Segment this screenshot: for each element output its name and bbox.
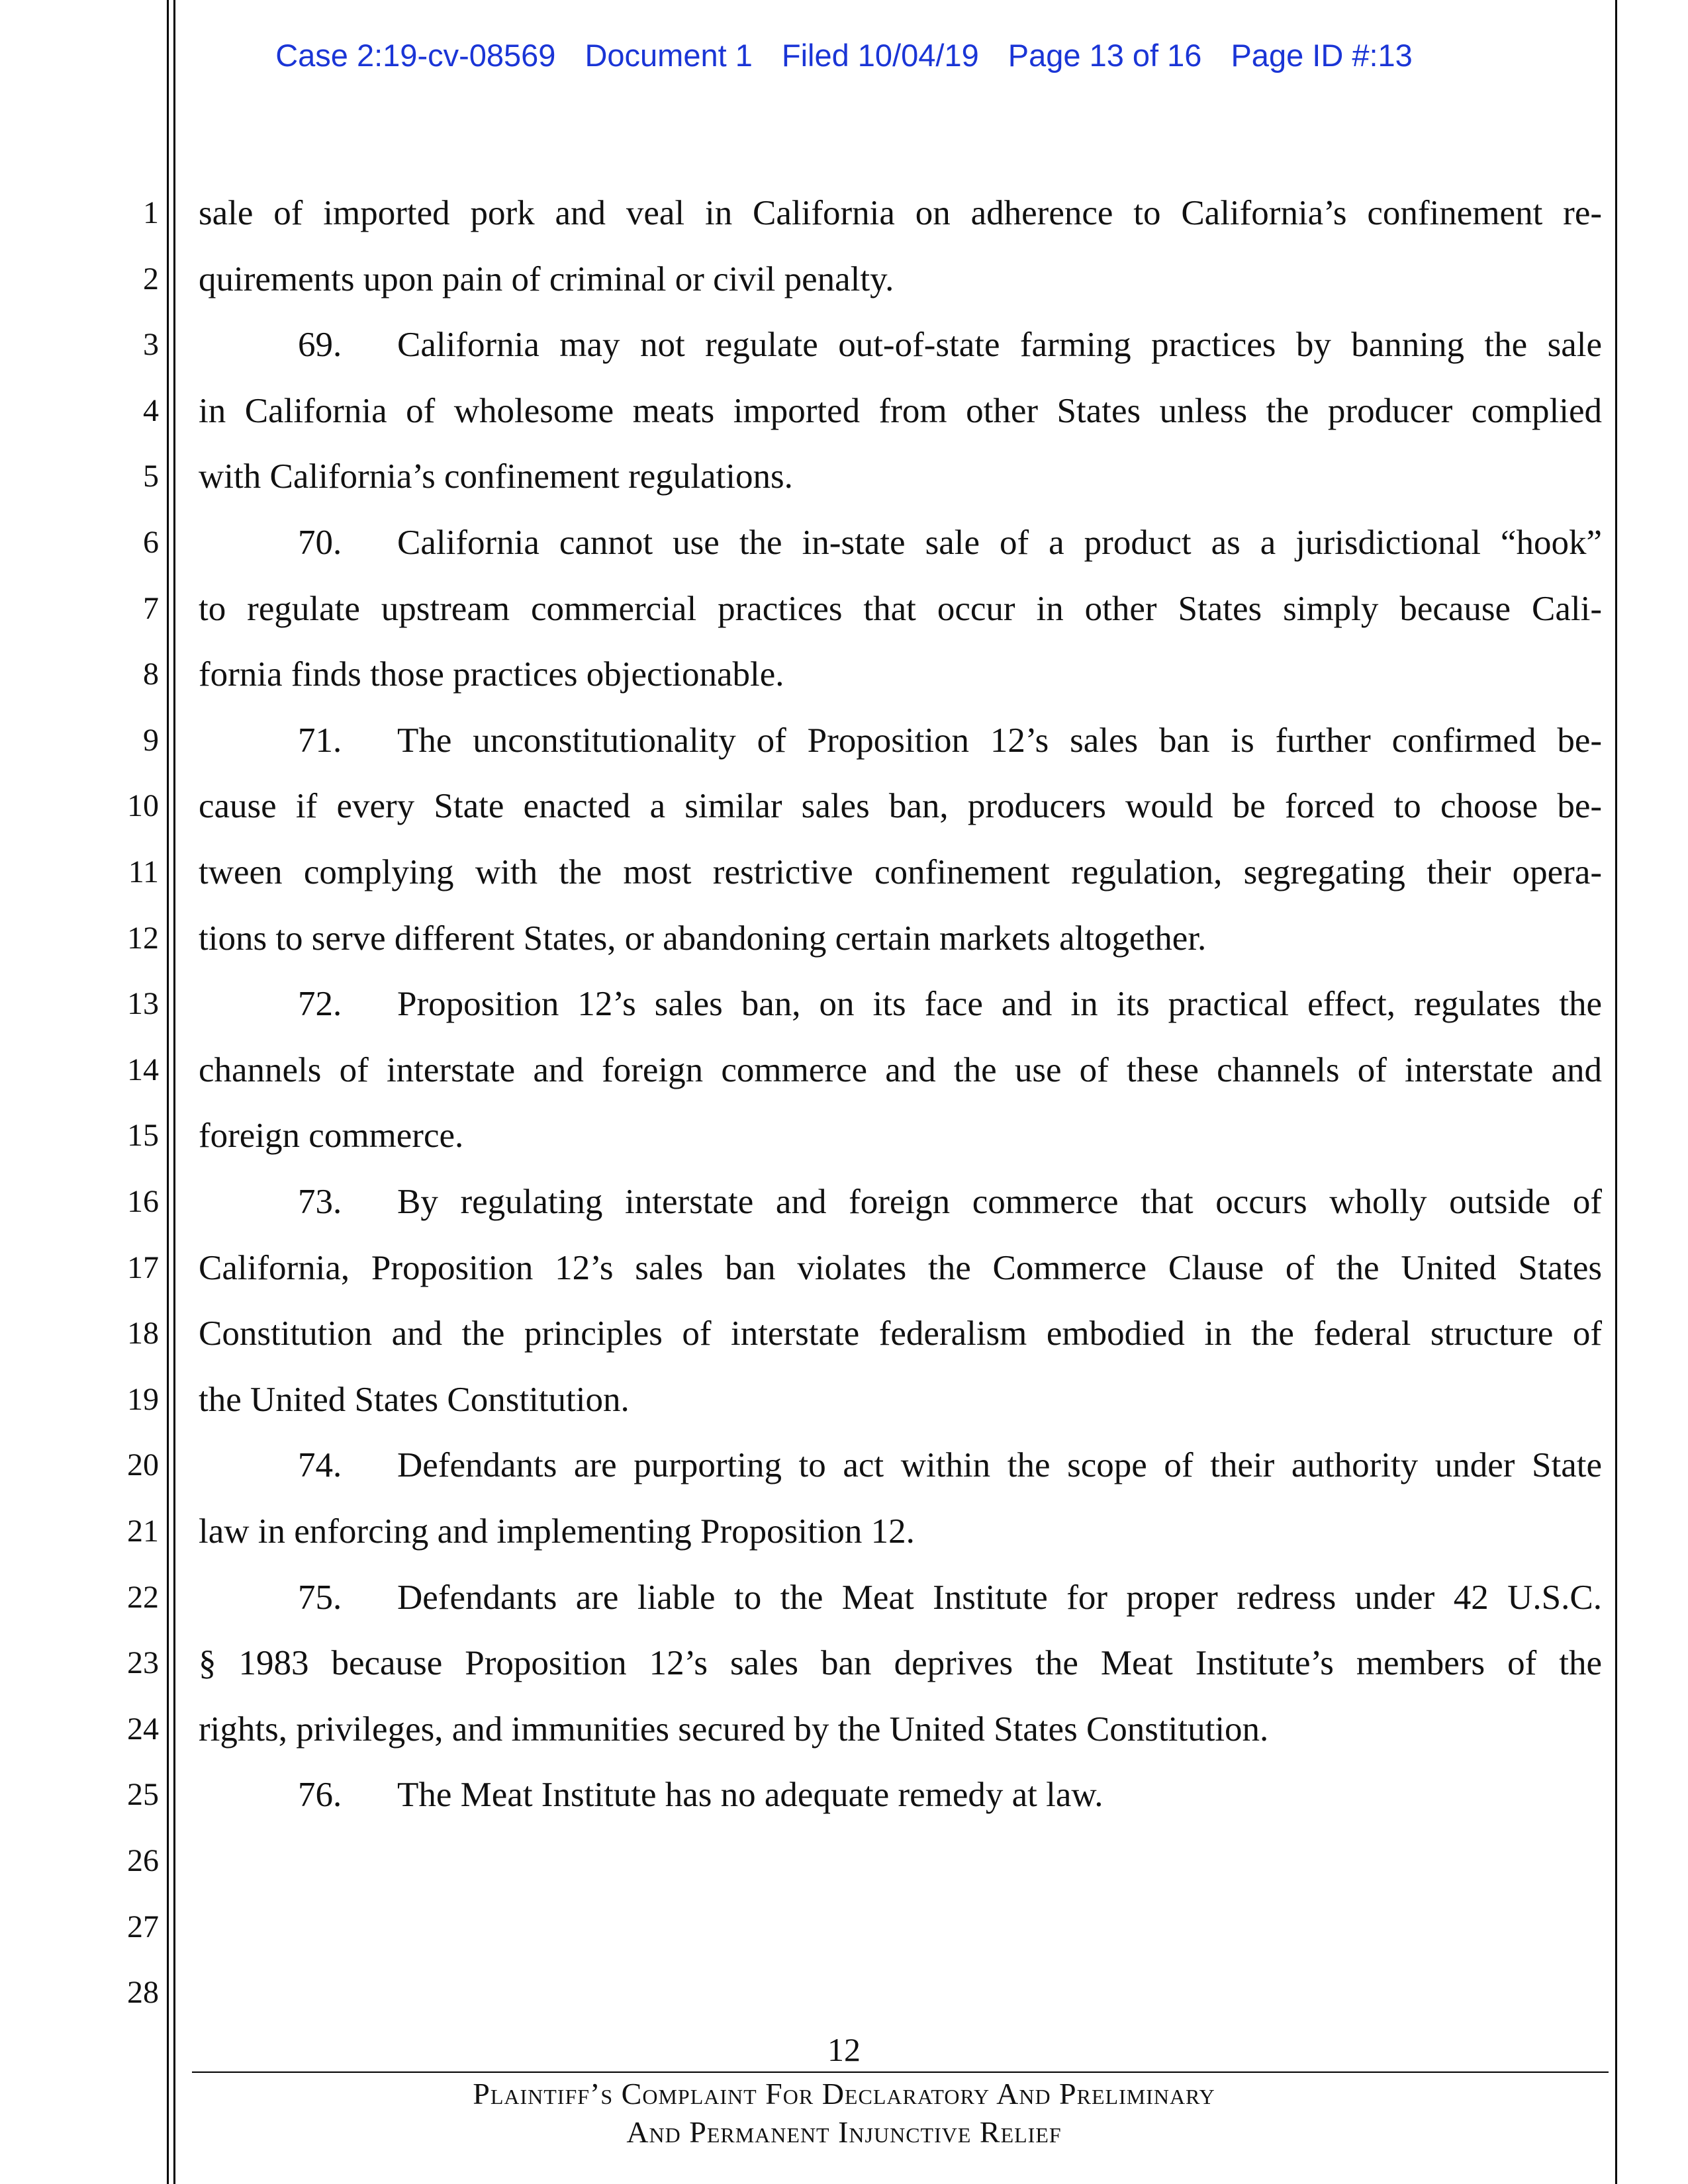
text-line bbox=[199, 851, 1602, 893]
paragraph-text: California cannot use the in-state sale of a product as a jurisdictional “hook” bbox=[397, 523, 1602, 562]
line-number: 14 bbox=[127, 1052, 159, 1087]
paragraph-number: 76. bbox=[298, 1776, 342, 1814]
text-line bbox=[199, 1379, 1602, 1421]
text-line bbox=[199, 1247, 1602, 1289]
line-number: 6 bbox=[143, 525, 159, 560]
line-text: with California’s confinement regulations. bbox=[199, 457, 793, 496]
line-text: § 1983 because Proposition 12’s sales ban deprives the Meat Institute’s members of the bbox=[199, 1644, 1602, 1682]
line-number: 27 bbox=[127, 1909, 159, 1944]
paragraph-first-line bbox=[199, 983, 1602, 1025]
document-number: Document 1 bbox=[585, 38, 753, 73]
paragraph-number: 75. bbox=[298, 1578, 342, 1617]
text-line bbox=[199, 455, 1602, 498]
line-number: 1 bbox=[143, 195, 159, 230]
line-number: 15 bbox=[127, 1118, 159, 1153]
paragraph-text: California may not regulate out-of-state farming practices by banning the sale bbox=[397, 326, 1602, 364]
line-number: 2 bbox=[143, 261, 159, 296]
paragraph-first-line bbox=[199, 522, 1602, 564]
line-text: channels of interstate and foreign commerce and the use of these channels of interstate and bbox=[199, 1051, 1602, 1089]
text-line bbox=[199, 192, 1602, 234]
text-line bbox=[199, 785, 1602, 827]
text-line bbox=[199, 1642, 1602, 1684]
line-number: 10 bbox=[127, 788, 159, 823]
page-of-pages: Page 13 of 16 bbox=[1008, 38, 1202, 73]
line-text: quirements upon pain of criminal or civil penalty. bbox=[199, 260, 894, 298]
text-line bbox=[199, 653, 1602, 696]
line-number: 19 bbox=[127, 1382, 159, 1417]
text-line bbox=[199, 1312, 1602, 1355]
paragraph-number: 74. bbox=[298, 1446, 342, 1484]
line-number: 23 bbox=[127, 1645, 159, 1680]
text-line bbox=[199, 258, 1602, 300]
page-number: 12 bbox=[827, 2031, 861, 2068]
line-number: 21 bbox=[127, 1514, 159, 1549]
paragraph-text: The unconstitutionality of Proposition 12’s sales ban is further confirmed be- bbox=[397, 721, 1602, 760]
line-number: 4 bbox=[143, 393, 159, 428]
paragraph-text: By regulating interstate and foreign commerce that occurs wholly outside of bbox=[397, 1183, 1602, 1221]
page-id: Page ID #:13 bbox=[1231, 38, 1413, 73]
text-line bbox=[199, 1115, 1602, 1157]
footer-title-line-2: And Permanent Injunctive Relief bbox=[626, 2115, 1062, 2149]
paragraph-first-line bbox=[199, 719, 1602, 762]
line-text: sale of imported pork and veal in California on adherence to California’s confinement re- bbox=[199, 194, 1602, 232]
text-line bbox=[199, 1510, 1602, 1553]
line-number: 11 bbox=[128, 854, 159, 889]
line-number: 26 bbox=[127, 1843, 159, 1878]
document-footer bbox=[0, 2075, 1688, 2152]
paragraph-number: 71. bbox=[298, 721, 342, 760]
line-number: 13 bbox=[127, 986, 159, 1021]
filed-date: Filed 10/04/19 bbox=[781, 38, 979, 73]
paragraph-text: The Meat Institute has no adequate remedy at law. bbox=[397, 1776, 1103, 1814]
line-number: 22 bbox=[127, 1580, 159, 1615]
line-number: 9 bbox=[143, 723, 159, 758]
paragraph-number: 72. bbox=[298, 985, 342, 1023]
line-text: law in enforcing and implementing Proposition 12. bbox=[199, 1512, 915, 1551]
right-margin-rule bbox=[1615, 0, 1617, 2184]
footer-title-line-1: Plaintiff’s Complaint For Declaratory And Preliminary bbox=[473, 2077, 1215, 2111]
footer-divider bbox=[192, 2071, 1609, 2073]
line-number: 16 bbox=[127, 1184, 159, 1219]
line-number: 3 bbox=[143, 327, 159, 362]
line-number: 8 bbox=[143, 657, 159, 692]
line-text: California, Proposition 12’s sales ban violates the Commerce Clause of the United States bbox=[199, 1249, 1602, 1287]
left-margin-rule-inner bbox=[173, 0, 175, 2184]
line-text: the United States Constitution. bbox=[199, 1381, 630, 1419]
line-text: cause if every State enacted a similar sales ban, producers would be forced to choose be- bbox=[199, 787, 1602, 825]
paragraph-text: Defendants are liable to the Meat Institute for proper redress under 42 U.S.C. bbox=[397, 1578, 1602, 1617]
line-text: to regulate upstream commercial practices that occur in other States simply because Cali- bbox=[199, 590, 1602, 628]
paragraph-first-line bbox=[199, 324, 1602, 366]
paragraph-first-line bbox=[199, 1576, 1602, 1619]
line-number: 12 bbox=[127, 921, 159, 956]
text-line bbox=[199, 917, 1602, 960]
paragraph-first-line bbox=[199, 1444, 1602, 1486]
paragraph-text: Proposition 12’s sales ban, on its face and in its practical effect, regulates the bbox=[397, 985, 1602, 1023]
text-line bbox=[199, 1049, 1602, 1091]
line-text: Constitution and the principles of interstate federalism embodied in the federal structure of bbox=[199, 1314, 1602, 1353]
paragraph-first-line bbox=[199, 1774, 1602, 1816]
line-number: 18 bbox=[127, 1316, 159, 1351]
line-number: 17 bbox=[127, 1250, 159, 1285]
line-number: 24 bbox=[127, 1711, 159, 1747]
text-line bbox=[199, 1708, 1602, 1751]
left-margin-rule-outer bbox=[167, 0, 169, 2184]
line-number: 7 bbox=[143, 591, 159, 626]
case-number: Case 2:19-cv-08569 bbox=[275, 38, 556, 73]
paragraph-number: 70. bbox=[298, 523, 342, 562]
line-text: tions to serve different States, or abandoning certain markets altogether. bbox=[199, 919, 1207, 958]
line-number: 20 bbox=[127, 1447, 159, 1482]
line-text: tween complying with the most restrictive confinement regulation, segregating their opera- bbox=[199, 853, 1602, 891]
line-number: 5 bbox=[143, 459, 159, 494]
line-number: 25 bbox=[127, 1777, 159, 1812]
line-text: rights, privileges, and immunities secured by the United States Constitution. bbox=[199, 1710, 1269, 1749]
text-line bbox=[199, 588, 1602, 630]
paragraph-text: Defendants are purporting to act within the scope of their authority under State bbox=[397, 1446, 1602, 1484]
paragraph-number: 69. bbox=[298, 326, 342, 364]
line-number: 28 bbox=[127, 1975, 159, 2010]
line-text: in California of wholesome meats imported from other States unless the producer complied bbox=[199, 392, 1602, 430]
text-line bbox=[199, 390, 1602, 432]
line-text: fornia finds those practices objectionable. bbox=[199, 655, 784, 694]
paragraph-first-line bbox=[199, 1181, 1602, 1223]
line-text: foreign commerce. bbox=[199, 1116, 464, 1155]
paragraph-number: 73. bbox=[298, 1183, 342, 1221]
case-header bbox=[0, 37, 1688, 73]
